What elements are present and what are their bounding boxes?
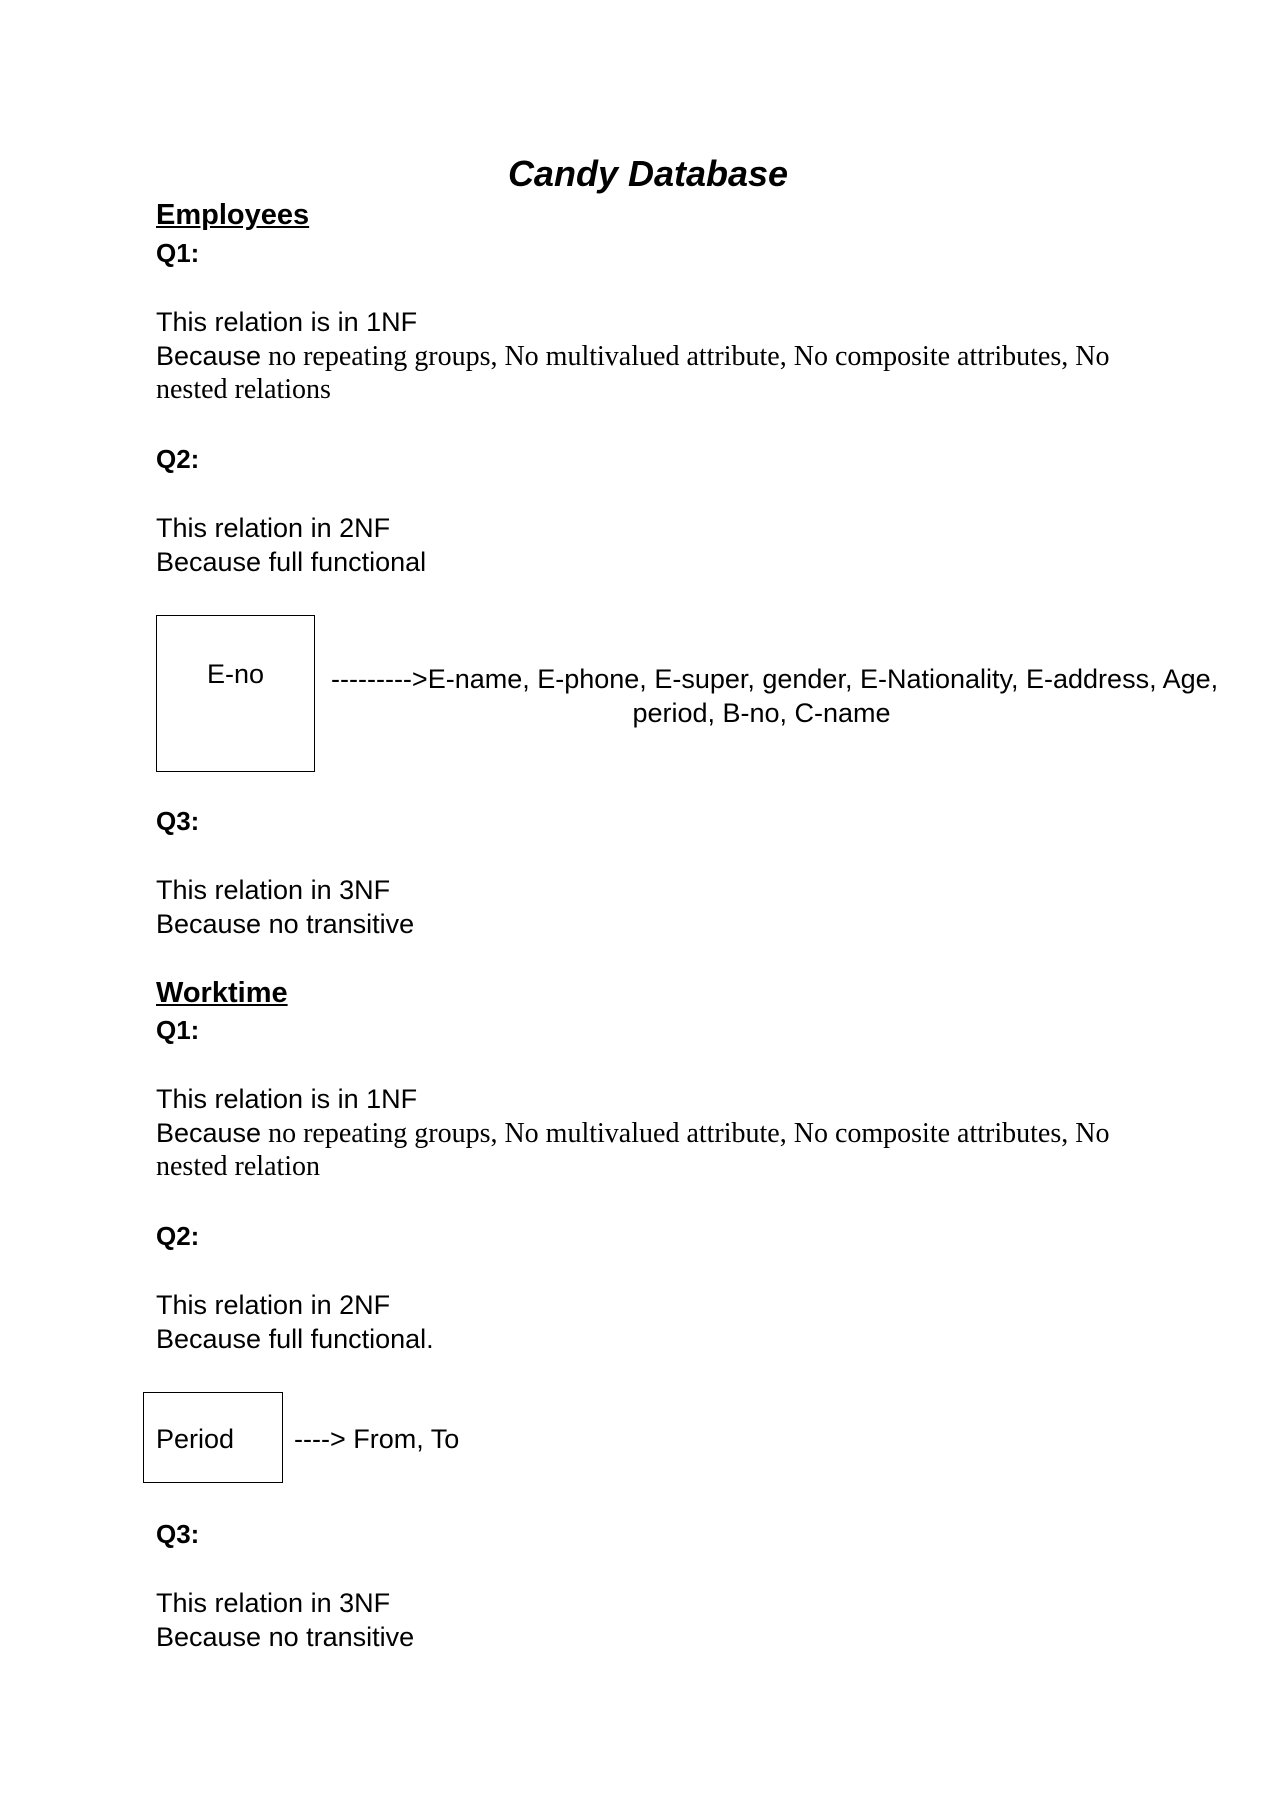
reason-text: no repeating groups, No multivalued attribute, No composite attributes, No [261,1118,1110,1149]
reason-continuation: nested relations [156,374,331,405]
dependency-line: period, B-no, C-name [632,698,891,728]
key-attribute: E-no [206,659,265,689]
question-label: Q1: [156,1015,200,1045]
reason-continuation: nested relation [156,1151,321,1182]
text-line: This relation in 2NF [156,513,391,543]
text-line: Because full functional. [156,1324,434,1354]
question-label: Q2: [156,1221,200,1251]
key-attribute: Period [156,1424,235,1454]
text-line: Because no transitive [156,909,415,939]
text-line: Because no transitive [156,1622,415,1652]
text-line: This relation in 2NF [156,1290,391,1320]
key-box [156,615,315,772]
because-word: Because [156,1118,262,1148]
question-label: Q3: [156,1519,200,1549]
section-heading-worktime: Worktime [156,977,288,1009]
reason-line [156,1116,1109,1151]
because-word: Because [156,341,262,371]
reason-line [156,339,1109,374]
dependency-line: ----> From, To [294,1424,460,1454]
text-line: This relation in 3NF [156,1588,391,1618]
page-title: Candy Database [507,153,789,194]
text-line: This relation in 3NF [156,875,391,905]
text-line: This relation is in 1NF [156,1084,418,1114]
dependency-line: --------->E-name, E-phone, E-super, gender, E-Nationality, E-address, Age, [331,664,1219,694]
text-line: Because full functional [156,547,427,577]
reason-text: no repeating groups, No multivalued attribute, No composite attributes, No [261,341,1110,372]
section-heading-employees: Employees [156,199,310,231]
text-line: This relation is in 1NF [156,307,418,337]
question-label: Q3: [156,806,200,836]
question-label: Q2: [156,444,200,474]
question-label: Q1: [156,238,200,268]
